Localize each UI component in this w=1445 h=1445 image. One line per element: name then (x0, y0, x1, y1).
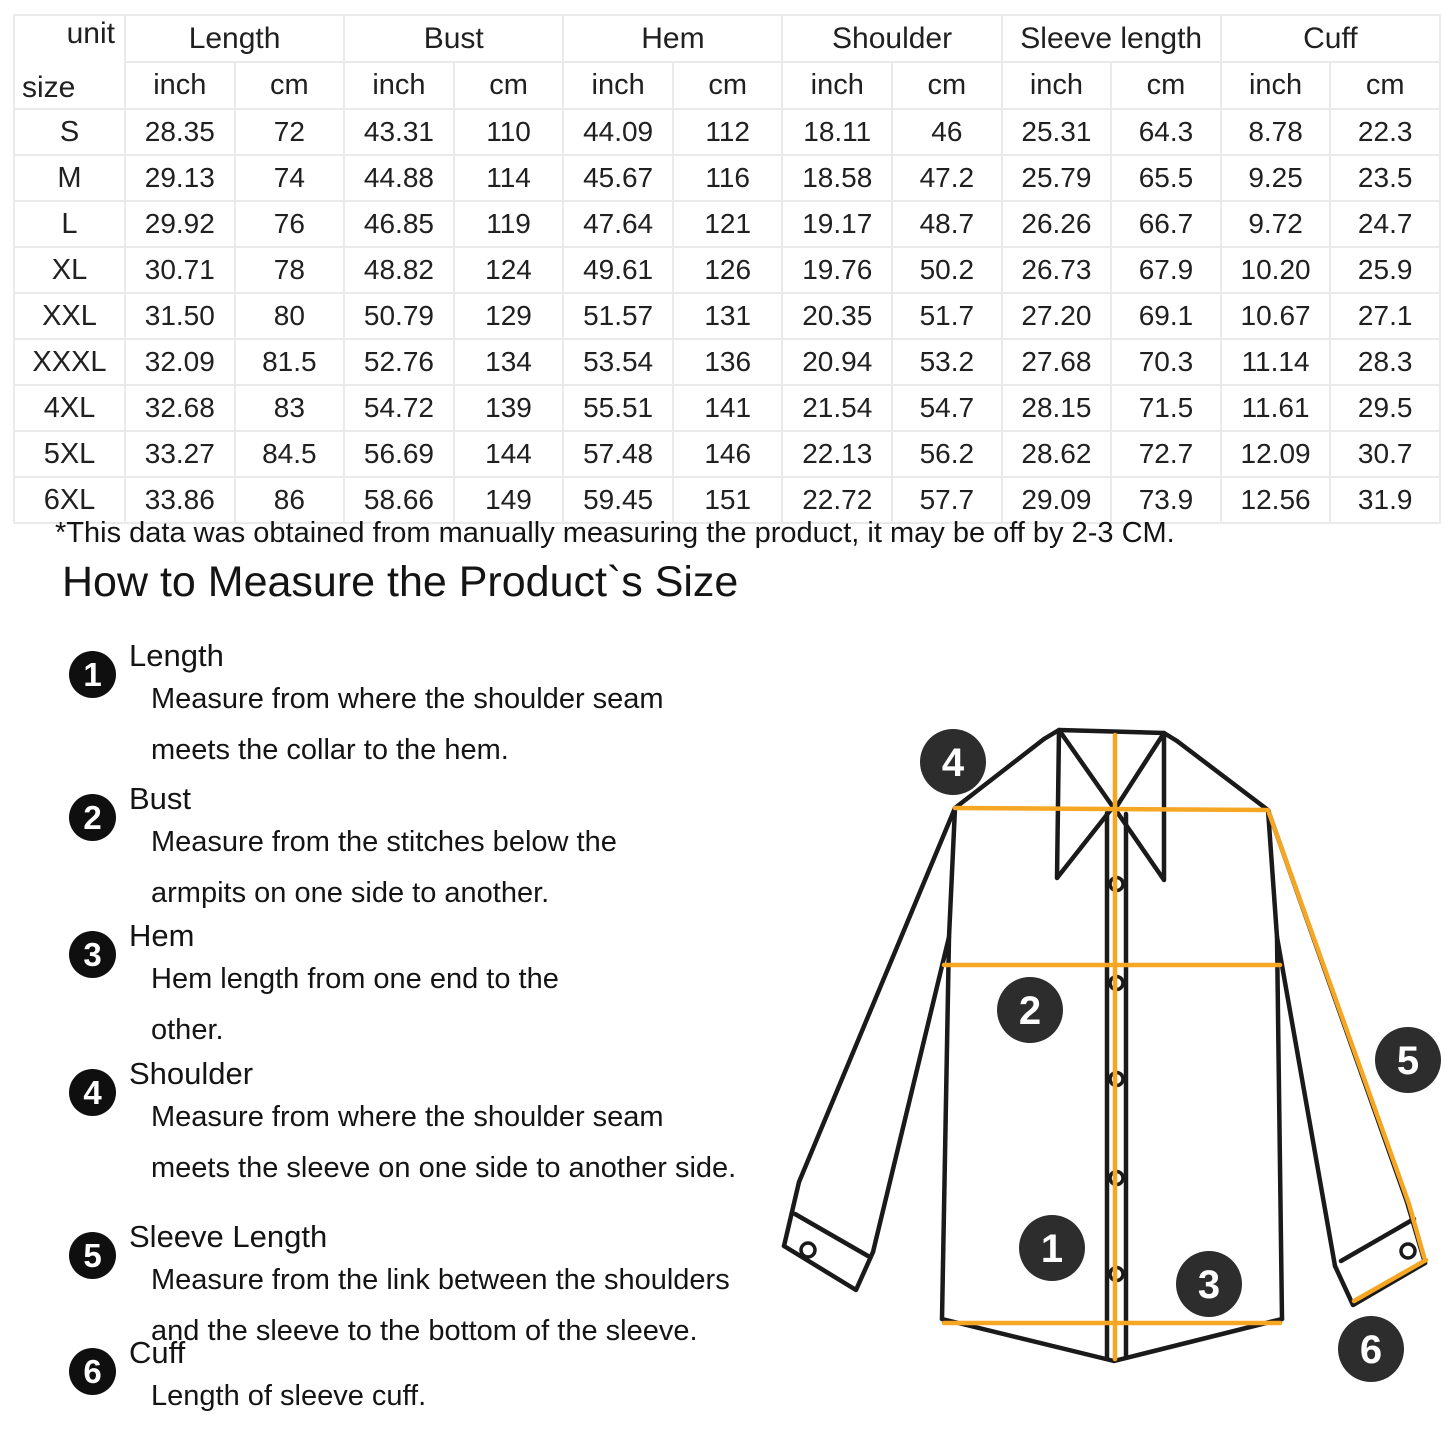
value-cell: 54.72 (344, 385, 454, 431)
value-cell: 27.20 (1002, 293, 1112, 339)
cuff-button-icon (801, 1243, 815, 1257)
value-cell: 48.82 (344, 247, 454, 293)
value-cell: 20.94 (782, 339, 892, 385)
instruction-desc-line: Length of sleeve cuff. (151, 1380, 427, 1412)
value-cell: 29.09 (1002, 477, 1112, 523)
value-cell: 28.3 (1330, 339, 1440, 385)
value-cell: 81.5 (235, 339, 345, 385)
value-cell: 52.76 (344, 339, 454, 385)
value-cell: 136 (673, 339, 783, 385)
value-cell: 11.14 (1221, 339, 1331, 385)
table-row (14, 109, 1440, 155)
size-table-header (14, 15, 1440, 109)
diagram-badge-number: 3 (1197, 1263, 1221, 1307)
instruction-desc-line: armpits on one side to another. (151, 877, 550, 909)
instruction-item (69, 1056, 736, 1194)
instruction-title: Sleeve Length (129, 1219, 328, 1254)
shirt-outline (784, 730, 1425, 1361)
value-cell: 73.9 (1111, 477, 1221, 523)
value-cell: 46.85 (344, 201, 454, 247)
value-cell: 72.7 (1111, 431, 1221, 477)
value-cell: 26.26 (1002, 201, 1112, 247)
value-cell: 49.61 (563, 247, 673, 293)
collar-right-flap (1115, 733, 1164, 880)
value-cell: 116 (673, 155, 783, 201)
value-cell: 65.5 (1111, 155, 1221, 201)
value-cell: 29.13 (125, 155, 235, 201)
value-cell: 32.09 (125, 339, 235, 385)
value-cell: 30.7 (1330, 431, 1440, 477)
value-cell: 43.31 (344, 109, 454, 155)
value-cell: 10.20 (1221, 247, 1331, 293)
section-heading: How to Measure the Product`s Size (62, 558, 739, 606)
value-cell: 22.72 (782, 477, 892, 523)
hem-edge (942, 1319, 1282, 1361)
size-cell: 6XL (14, 477, 125, 523)
value-cell: 48.7 (892, 201, 1002, 247)
value-cell: 20.35 (782, 293, 892, 339)
value-cell: 19.17 (782, 201, 892, 247)
value-cell: 33.27 (125, 431, 235, 477)
value-cell: 31.9 (1330, 477, 1440, 523)
measurement-note: *This data was obtained from manually measuring the product, it may be off by 2-3 CM. (55, 517, 1175, 549)
value-cell: 56.69 (344, 431, 454, 477)
unit-header: inch (344, 62, 454, 109)
unit-header: cm (454, 62, 564, 109)
instruction-title: Length (129, 638, 224, 673)
size-table (13, 14, 1441, 524)
value-cell: 27.68 (1002, 339, 1112, 385)
value-cell: 70.3 (1111, 339, 1221, 385)
value-cell: 28.15 (1002, 385, 1112, 431)
value-cell: 131 (673, 293, 783, 339)
unit-header: inch (563, 62, 673, 109)
group-header-row (14, 15, 1440, 62)
column-group-hem: Hem (563, 15, 782, 62)
value-cell: 31.50 (125, 293, 235, 339)
unit-header: inch (125, 62, 235, 109)
value-cell: 66.7 (1111, 201, 1221, 247)
value-cell: 110 (454, 109, 564, 155)
instruction-content (129, 638, 664, 776)
size-cell: XXL (14, 293, 125, 339)
value-cell: 121 (673, 201, 783, 247)
unit-header: cm (1111, 62, 1221, 109)
value-cell: 18.58 (782, 155, 892, 201)
value-cell: 25.31 (1002, 109, 1112, 155)
value-cell: 12.56 (1221, 477, 1331, 523)
column-group-sleeve-length: Sleeve length (1002, 15, 1221, 62)
value-cell: 51.7 (892, 293, 1002, 339)
value-cell: 139 (454, 385, 564, 431)
left-sleeve-inner (873, 937, 949, 1252)
value-cell: 46 (892, 109, 1002, 155)
value-cell: 12.09 (1221, 431, 1331, 477)
value-cell: 33.86 (125, 477, 235, 523)
instruction-desc-line: Hem length from one end to the (151, 963, 559, 995)
unit-header: inch (782, 62, 892, 109)
unit-header: cm (235, 62, 345, 109)
value-cell: 78 (235, 247, 345, 293)
value-cell: 112 (673, 109, 783, 155)
value-cell: 144 (454, 431, 564, 477)
value-cell: 57.48 (563, 431, 673, 477)
instruction-number-badge: 2 (69, 794, 116, 841)
diagram-badge-number: 6 (1359, 1328, 1383, 1372)
instruction-item (69, 918, 559, 1056)
unit-header: inch (1221, 62, 1331, 109)
value-cell: 129 (454, 293, 564, 339)
value-cell: 44.09 (563, 109, 673, 155)
value-cell: 11.61 (1221, 385, 1331, 431)
value-cell: 53.2 (892, 339, 1002, 385)
value-cell: 84.5 (235, 431, 345, 477)
value-cell: 119 (454, 201, 564, 247)
value-cell: 24.7 (1330, 201, 1440, 247)
value-cell: 22.13 (782, 431, 892, 477)
instruction-content (129, 918, 559, 1056)
instruction-desc-line: other. (151, 1014, 224, 1046)
value-cell: 21.54 (782, 385, 892, 431)
instruction-content (129, 1335, 426, 1422)
shoulder-measure-line (955, 808, 1268, 810)
value-cell: 19.76 (782, 247, 892, 293)
value-cell: 134 (454, 339, 564, 385)
column-group-cuff: Cuff (1221, 15, 1440, 62)
value-cell: 149 (454, 477, 564, 523)
right-sleeve-inner (1277, 937, 1335, 1266)
diagram-badges (920, 729, 1441, 1382)
value-cell: 18.11 (782, 109, 892, 155)
table-row (14, 339, 1440, 385)
value-cell: 126 (673, 247, 783, 293)
instruction-title: Hem (129, 918, 195, 953)
value-cell: 151 (673, 477, 783, 523)
corner-size-label: size (22, 71, 76, 104)
value-cell: 57.7 (892, 477, 1002, 523)
diagram-badge-number: 5 (1396, 1039, 1420, 1083)
instruction-desc-line: Measure from where the shoulder seam (151, 683, 664, 715)
value-cell: 27.1 (1330, 293, 1440, 339)
value-cell: 32.68 (125, 385, 235, 431)
table-row (14, 431, 1440, 477)
instruction-number-badge: 5 (69, 1232, 116, 1279)
value-cell: 47.2 (892, 155, 1002, 201)
instruction-item (69, 638, 664, 776)
value-cell: 29.92 (125, 201, 235, 247)
instruction-desc-line: Measure from the link between the shoulders (151, 1264, 730, 1296)
value-cell: 50.2 (892, 247, 1002, 293)
instruction-desc-line: and the sleeve to the bottom of the sleeve. (151, 1315, 698, 1347)
size-cell: 4XL (14, 385, 125, 431)
size-table-body (14, 109, 1440, 523)
value-cell: 8.78 (1221, 109, 1331, 155)
table-row (14, 247, 1440, 293)
value-cell: 64.3 (1111, 109, 1221, 155)
value-cell: 86 (235, 477, 345, 523)
size-cell: XXXL (14, 339, 125, 385)
unit-header: cm (892, 62, 1002, 109)
value-cell: 71.5 (1111, 385, 1221, 431)
collar-left-flap (1057, 730, 1113, 878)
value-cell: 67.9 (1111, 247, 1221, 293)
value-cell: 28.35 (125, 109, 235, 155)
diagram-badge-number: 2 (1018, 989, 1042, 1033)
diagram-badge-number: 4 (941, 741, 965, 785)
body-right-edge (1268, 810, 1282, 1319)
table-row (14, 385, 1440, 431)
instruction-desc-line: meets the sleeve on one side to another side. (151, 1152, 737, 1184)
table-row (14, 155, 1440, 201)
column-group-length: Length (125, 15, 344, 62)
unit-header: cm (1330, 62, 1440, 109)
table-row (14, 201, 1440, 247)
value-cell: 83 (235, 385, 345, 431)
unit-header-row (14, 62, 1440, 109)
value-cell: 74 (235, 155, 345, 201)
value-cell: 26.73 (1002, 247, 1112, 293)
instruction-item (69, 1335, 426, 1422)
value-cell: 51.57 (563, 293, 673, 339)
instruction-content (129, 781, 617, 919)
value-cell: 69.1 (1111, 293, 1221, 339)
value-cell: 25.9 (1330, 247, 1440, 293)
instruction-item (69, 781, 617, 919)
value-cell: 59.45 (563, 477, 673, 523)
instruction-number-badge: 4 (69, 1069, 116, 1116)
table-row (14, 293, 1440, 339)
size-cell: L (14, 201, 125, 247)
size-cell: XL (14, 247, 125, 293)
value-cell: 25.79 (1002, 155, 1112, 201)
size-cell: S (14, 109, 125, 155)
corner-cell (14, 15, 125, 109)
instruction-number-badge: 1 (69, 651, 116, 698)
value-cell: 76 (235, 201, 345, 247)
value-cell: 54.7 (892, 385, 1002, 431)
value-cell: 50.79 (344, 293, 454, 339)
value-cell: 72 (235, 109, 345, 155)
value-cell: 146 (673, 431, 783, 477)
value-cell: 10.67 (1221, 293, 1331, 339)
unit-header: cm (673, 62, 783, 109)
instruction-title: Shoulder (129, 1056, 254, 1091)
unit-header: inch (1002, 62, 1112, 109)
body-left-edge (942, 808, 955, 1319)
value-cell: 124 (454, 247, 564, 293)
column-group-bust: Bust (344, 15, 563, 62)
value-cell: 80 (235, 293, 345, 339)
shirt-diagram (763, 695, 1445, 1395)
size-cell: 5XL (14, 431, 125, 477)
value-cell: 45.67 (563, 155, 673, 201)
instruction-title: Cuff (129, 1335, 186, 1370)
instruction-title: Bust (129, 781, 192, 816)
value-cell: 47.64 (563, 201, 673, 247)
value-cell: 28.62 (1002, 431, 1112, 477)
cuff-button-icon (1401, 1244, 1415, 1258)
value-cell: 114 (454, 155, 564, 201)
value-cell: 56.2 (892, 431, 1002, 477)
instruction-content (129, 1056, 736, 1194)
size-cell: M (14, 155, 125, 201)
value-cell: 55.51 (563, 385, 673, 431)
instruction-number-badge: 6 (69, 1348, 116, 1395)
value-cell: 58.66 (344, 477, 454, 523)
right-shoulder-seam (1177, 741, 1268, 810)
cuff-measure-line (1354, 1260, 1426, 1301)
value-cell: 53.54 (563, 339, 673, 385)
instruction-desc-line: Measure from the stitches below the (151, 826, 617, 858)
diagram-badge-number: 1 (1040, 1227, 1064, 1271)
column-group-shoulder: Shoulder (782, 15, 1001, 62)
value-cell: 141 (673, 385, 783, 431)
instruction-desc-line: meets the collar to the hem. (151, 734, 509, 766)
value-cell: 44.88 (344, 155, 454, 201)
value-cell: 29.5 (1330, 385, 1440, 431)
corner-unit-label: unit (66, 17, 115, 50)
value-cell: 9.25 (1221, 155, 1331, 201)
value-cell: 30.71 (125, 247, 235, 293)
value-cell: 22.3 (1330, 109, 1440, 155)
value-cell: 9.72 (1221, 201, 1331, 247)
value-cell: 23.5 (1330, 155, 1440, 201)
instruction-desc-line: Measure from where the shoulder seam (151, 1101, 664, 1133)
instruction-number-badge: 3 (69, 931, 116, 978)
